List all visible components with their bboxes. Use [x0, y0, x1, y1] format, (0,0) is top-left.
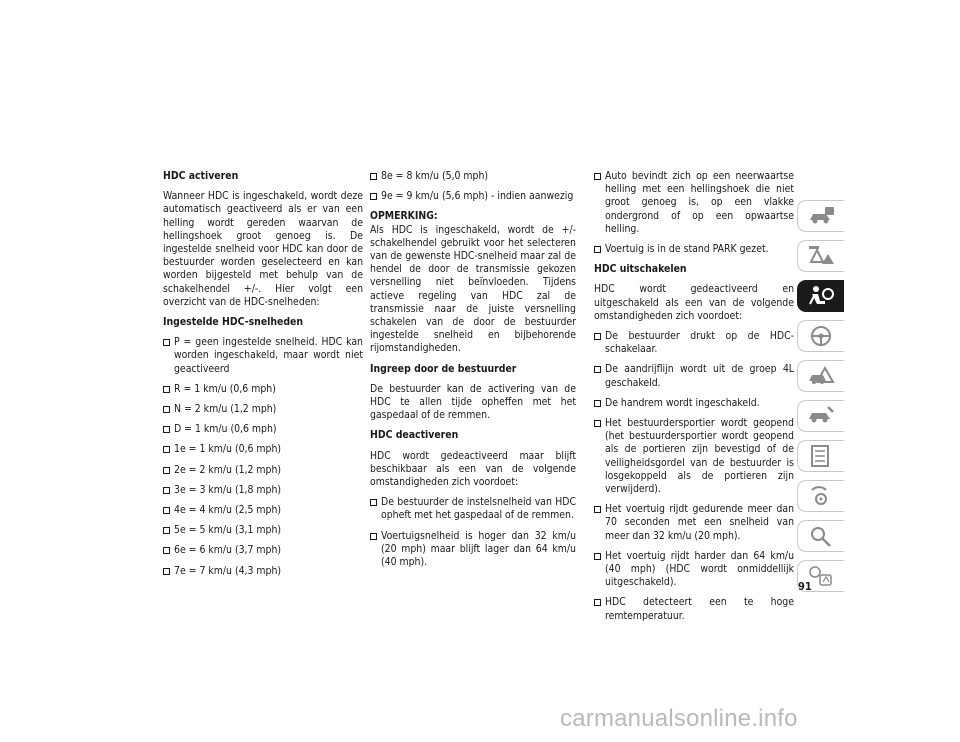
list-item: R = 1 km/u (0,6 mph) — [163, 383, 363, 396]
checkbox-bullet-icon — [163, 426, 170, 433]
heading-ingreep: Ingreep door de bestuurder — [370, 362, 517, 375]
list-item: De bestuurder drukt op de HDC-schakelaar. — [594, 330, 794, 356]
checkbox-bullet-icon — [163, 568, 170, 575]
paragraph-intro: Wanneer HDC is ingeschakeld, wordt deze automatisch geactiveerd als er van een helling wordt gereden waarvan de hellingshoek groot genoeg is. De ingestelde snelheid voor HDC kan door de bestuurder worden geselecteerd en kan worden bijgesteld met behulp van de schakelhendel +/-. Hier volgt een overzicht van de HDC-snelheden: — [163, 190, 363, 308]
list-item: D = 1 km/u (0,6 mph) — [163, 423, 363, 436]
deactivate-list — [370, 496, 576, 569]
steering-wheel-icon — [806, 324, 836, 348]
paragraph-ingreep: De bestuurder kan de activering van de HDC te allen tijde opheffen met het gaspedaal of de remmen. — [370, 382, 576, 422]
checkbox-bullet-icon — [163, 406, 170, 413]
car-info-icon — [806, 204, 836, 228]
heading-hdc-activeren: HDC activeren — [163, 170, 239, 182]
disable-list — [594, 330, 794, 623]
checkbox-bullet-icon — [163, 547, 170, 554]
list-item: Auto bevindt zich op een neerwaartse helling met een hellingshoek die niet groot genoeg is, op een vlakke ondergrond of op een opwaartse helling. — [594, 170, 794, 236]
chapter-tabs — [797, 200, 847, 600]
airbag-seat-icon — [806, 284, 836, 308]
checkbox-bullet-icon — [594, 400, 601, 407]
column-1 — [163, 170, 363, 585]
tab-car-info[interactable] — [797, 200, 844, 232]
list-item: HDC detecteert een te hoge remtemperatuur. — [594, 596, 794, 622]
checkbox-bullet-icon — [370, 499, 377, 506]
list-item: 5e = 5 km/u (3,1 mph) — [163, 524, 363, 537]
heading-ingestelde-snelheden: Ingestelde HDC-snelheden — [163, 316, 304, 329]
checkbox-bullet-icon — [163, 527, 170, 534]
note-text: Als HDC is ingeschakeld, wordt de +/- schakelhendel gebruikt voor het selecteren van de gewenste HDC-snelheid maar zal de hendel de door de transmissie gekozen versnelling niet beïnvloeden. Tijdens actieve regeling van HDC zal de transmissie naar de juiste versnelling schakelen van de door de bestuurder ingestelde snelheid en bijbehorende rijomstandigheden. — [370, 223, 576, 355]
list-item: Voertuig is in de stand PARK gezet. — [594, 243, 794, 256]
checkbox-bullet-icon — [163, 467, 170, 474]
list-item: 7e = 7 km/u (4,3 mph) — [163, 565, 363, 578]
list-item: Voertuigsnelheid is hoger dan 32 km/u (20 mph) maar blijft lager dan 64 km/u (40 mph). — [370, 530, 576, 570]
list-item: De handrem wordt ingeschakeld. — [594, 397, 794, 410]
note-heading: OPMERKING: — [370, 210, 438, 223]
list-item: 3e = 3 km/u (1,8 mph) — [163, 484, 363, 497]
list-item: De aandrijflijn wordt uit de groep 4L geschakeld. — [594, 363, 794, 389]
search-icon — [806, 524, 836, 548]
checkbox-bullet-icon — [163, 446, 170, 453]
deactivate-list-continued — [594, 170, 794, 256]
checkbox-bullet-icon — [594, 366, 601, 373]
checkbox-bullet-icon — [594, 506, 601, 513]
tab-steering[interactable] — [797, 320, 844, 352]
checkbox-bullet-icon — [594, 333, 601, 340]
tab-emergency[interactable] — [797, 360, 844, 392]
checkbox-bullet-icon — [163, 339, 170, 346]
checkbox-bullet-icon — [163, 487, 170, 494]
checkbox-bullet-icon — [594, 599, 601, 606]
tab-specifications[interactable] — [797, 440, 844, 472]
paragraph-deactiveren: HDC wordt gedeactiveerd maar blijft beschikbaar als een van de volgende omstandigheden zich voordoet: — [370, 449, 576, 489]
checkbox-bullet-icon — [370, 533, 377, 540]
checkbox-bullet-icon — [370, 173, 377, 180]
list-item: De bestuurder de instelsnelheid van HDC opheft met het gaspedaal of de remmen. — [370, 496, 576, 522]
checkbox-bullet-icon — [594, 246, 601, 253]
speed-list-continued — [370, 170, 576, 203]
heading-hdc-uitschakelen: HDC uitschakelen — [594, 263, 687, 276]
list-item: 4e = 4 km/u (2,5 mph) — [163, 504, 363, 517]
list-item: Het voertuig rijdt harder dan 64 km/u (40 mph) (HDC wordt onmiddellijk uitgeschakeld). — [594, 550, 794, 590]
list-item: 2e = 2 km/u (1,2 mph) — [163, 464, 363, 477]
tab-index[interactable] — [797, 520, 844, 552]
list-item: 1e = 1 km/u (0,6 mph) — [163, 443, 363, 456]
tab-service[interactable] — [797, 400, 844, 432]
list-item: P = geen ingestelde snelheid. HDC kan worden ingeschakeld, maar wordt niet geactiveerd — [163, 336, 363, 376]
list-item: 6e = 6 km/u (3,7 mph) — [163, 544, 363, 557]
speed-list — [163, 336, 363, 578]
multimedia-icon — [806, 484, 836, 508]
column-3 — [594, 170, 794, 630]
list-item: Het voertuig rijdt gedurende meer dan 70 seconden met een snelheid van meer dan 32 km/u (20 mph). — [594, 503, 794, 543]
checkbox-bullet-icon — [594, 420, 601, 427]
column-2 — [370, 170, 576, 576]
tab-multimedia[interactable] — [797, 480, 844, 512]
list-item: Het bestuurdersportier wordt geopend (het bestuurdersportier wordt geopend als de portieren zijn bevestigd of de veiligheidsgordel van de bestuurder is losgekoppeld als de portieren zijn verwijderd). — [594, 417, 794, 496]
dashboard-warning-icon — [806, 244, 836, 268]
checklist-icon — [806, 444, 836, 468]
car-warning-icon — [806, 364, 836, 388]
watermark: carmanualsonline.info — [560, 705, 798, 732]
tab-dashboard-warnings[interactable] — [797, 240, 844, 272]
list-item: N = 2 km/u (1,2 mph) — [163, 403, 363, 416]
tab-safety[interactable] — [797, 280, 844, 312]
page-number: 91 — [798, 580, 812, 593]
checkbox-bullet-icon — [163, 507, 170, 514]
car-service-icon — [806, 404, 836, 428]
checkbox-bullet-icon — [370, 193, 377, 200]
checkbox-bullet-icon — [594, 553, 601, 560]
heading-hdc-deactiveren: HDC deactiveren — [370, 429, 459, 442]
list-item: 8e = 8 km/u (5,0 mph) — [370, 170, 576, 183]
checkbox-bullet-icon — [594, 173, 601, 180]
list-item: 9e = 9 km/u (5,6 mph) - indien aanwezig — [370, 190, 576, 203]
paragraph-uitschakelen: HDC wordt gedeactiveerd en uitgeschakeld als een van de volgende omstandigheden zich voordoet: — [594, 283, 794, 322]
checkbox-bullet-icon — [163, 386, 170, 393]
